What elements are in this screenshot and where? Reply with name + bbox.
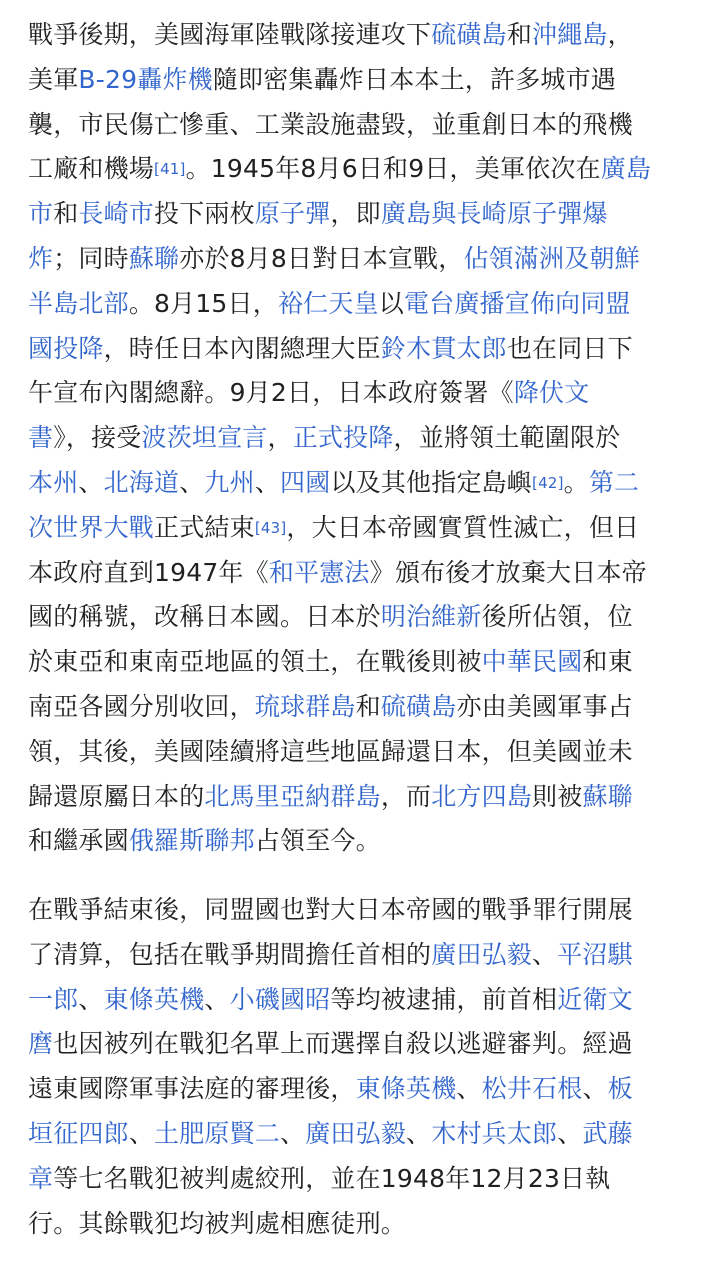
body-text: 。8月15日， <box>128 288 278 318</box>
text-line <box>28 421 620 455</box>
body-text: 了清算，包括在戰爭期間擔任首相的 <box>28 939 432 969</box>
text-line <box>28 108 633 142</box>
body-text: ，而 <box>380 781 432 811</box>
article-link[interactable]: 一郎 <box>28 984 79 1014</box>
article-link[interactable]: 市 <box>28 199 54 229</box>
body-text: 南亞各國分別收回， <box>28 692 255 721</box>
body-text: ，大日本帝國實質性滅亡，但日 <box>286 512 640 542</box>
body-text: 行。其餘戰犯均被判處相應徒刑。 <box>28 1208 407 1238</box>
text-line <box>28 466 639 500</box>
text-line <box>28 690 633 724</box>
article-link[interactable]: 九州 <box>204 468 255 497</box>
article-link[interactable]: 鈴木貫太郎 <box>380 333 507 363</box>
text-line <box>28 197 608 231</box>
article-link[interactable]: 四國 <box>280 468 331 497</box>
article-link[interactable]: 東條英機 <box>355 1074 457 1104</box>
citation-link[interactable]: [42] <box>532 474 564 492</box>
article-link[interactable]: 波茨坦宣言 <box>141 423 268 453</box>
article-link[interactable]: 硫磺島 <box>431 20 507 49</box>
body-text: 歸還原屬日本的 <box>28 781 205 811</box>
body-text: 占領至今。 <box>254 826 381 856</box>
article-link[interactable]: B-29轟炸機 <box>78 64 213 94</box>
article-link[interactable]: 北方四島 <box>431 781 533 811</box>
text-line <box>28 983 633 1017</box>
text-line <box>28 1117 633 1151</box>
body-text: 襲，市民傷亡慘重、工業設施盡毀，並重創日本的飛機 <box>28 109 633 139</box>
body-text: 和 <box>53 199 79 229</box>
text-line <box>28 287 631 321</box>
body-text: 以及其他指定島嶼 <box>330 468 533 497</box>
text-line <box>28 1072 633 1106</box>
body-text: 、 <box>280 1119 306 1148</box>
article-link[interactable]: 佔領滿洲及朝鮮 <box>463 244 640 273</box>
article-link[interactable]: 蘇聯 <box>128 244 180 273</box>
text-line <box>28 735 633 769</box>
body-text: 和東 <box>582 647 633 677</box>
article-link[interactable]: 裕仁天皇 <box>277 288 379 318</box>
body-text: 領，其後，美國陸續將這些地區歸還日本，但美國並未 <box>28 736 633 766</box>
body-text: ；同時 <box>53 244 129 273</box>
body-text: ，並將領土範圍限於 <box>393 423 621 453</box>
article-link[interactable]: 廣田弘毅 <box>431 939 533 969</box>
article-link[interactable]: 琉球群島 <box>254 692 356 721</box>
body-text: 以 <box>378 288 404 318</box>
article-link[interactable]: 國投降 <box>28 333 104 363</box>
article-link[interactable]: 東條英機 <box>103 984 205 1014</box>
body-text: 戰爭後期，美國海軍陸戰隊接連攻下 <box>28 20 432 49</box>
article-link[interactable]: 平沼騏 <box>557 939 633 969</box>
body-text: 則被 <box>532 781 583 811</box>
article-link[interactable]: 蘇聯 <box>582 781 633 811</box>
article-link[interactable]: 俄羅斯聯邦 <box>128 826 255 856</box>
text-line <box>28 152 651 186</box>
text-line <box>28 1162 610 1196</box>
article-link[interactable]: 廣島 <box>600 154 652 184</box>
body-text: 、 <box>456 1074 482 1104</box>
article-link[interactable]: 廣田弘毅 <box>305 1119 407 1148</box>
body-text: 工廠和機場 <box>28 154 155 184</box>
article-link[interactable]: 北馬里亞納群島 <box>204 781 381 811</box>
body-text: 和 <box>355 692 381 721</box>
body-text: 於東亞和東南亞地區的領土，在戰後則被 <box>28 647 482 677</box>
article-link[interactable]: 炸 <box>28 244 54 273</box>
article-link[interactable]: 次世界大戰 <box>28 512 155 542</box>
citation-link[interactable]: [43] <box>254 518 287 537</box>
text-line <box>28 824 381 858</box>
article-link[interactable]: 硫磺島 <box>380 692 457 721</box>
article-link[interactable]: 第二 <box>588 468 640 497</box>
article-link[interactable]: 廣島與長崎原子彈爆 <box>380 199 608 229</box>
article-link[interactable]: 本州 <box>28 468 79 497</box>
article-link[interactable]: 小磯國昭 <box>229 984 331 1014</box>
body-text: 、 <box>204 984 230 1014</box>
text-line <box>28 780 633 814</box>
body-text: 、 <box>582 1074 608 1104</box>
article-link[interactable]: 和平憲法 <box>268 557 370 587</box>
text-line <box>28 63 616 97</box>
text-line <box>28 332 633 366</box>
article-link[interactable]: 降伏文 <box>513 378 590 408</box>
body-text: 午宣布內閣總辭。9月2日，日本政府簽署《 <box>28 378 514 408</box>
body-text: ， <box>267 423 293 453</box>
body-text: 、 <box>532 939 558 969</box>
article-link[interactable]: 北海道 <box>103 468 180 497</box>
body-text: 等均被逮捕，前首相 <box>330 984 558 1014</box>
text-line <box>28 600 633 634</box>
body-text: 、 <box>179 468 205 497</box>
article-link[interactable]: 沖繩島 <box>532 20 608 49</box>
body-text: 和 <box>506 20 533 49</box>
article-link[interactable]: 半島北部 <box>28 288 129 318</box>
text-line <box>28 938 633 972</box>
body-text: ，即 <box>330 199 381 229</box>
body-text: 。 <box>563 468 589 497</box>
body-text: 和繼承國 <box>28 826 129 856</box>
body-text: 在戰爭結束後，同盟國也對大日本帝國的戰爭罪行開展 <box>28 895 633 924</box>
body-text: ， <box>607 20 633 49</box>
article-link[interactable]: 中華民國 <box>481 647 583 677</box>
body-text: 隨即密集轟炸日本本土，許多城市遇 <box>212 64 616 94</box>
body-text: 。1945年8月6日和9日，美軍依次在 <box>185 154 601 184</box>
body-text: 等七名戰犯被判處絞刑，並在1948年12月23日執 <box>53 1163 611 1193</box>
article-link[interactable]: 正式投降 <box>292 423 394 453</box>
article-link[interactable]: 麿 <box>28 1029 54 1059</box>
body-text: ，時任日本內閣總理大臣 <box>103 333 381 363</box>
body-text: 投下兩枚 <box>154 199 255 229</box>
body-text: 也因被列在戰犯名單上而選擇自殺以逃避審判。經過 <box>53 1029 633 1059</box>
body-text: 後所佔領，位 <box>481 602 633 632</box>
body-text: 也在同日下 <box>506 333 633 363</box>
body-text: 》，接受 <box>53 423 142 453</box>
text-line <box>28 645 633 679</box>
body-text: 、 <box>254 468 281 497</box>
body-text: 》頒布後才放棄大日本帝 <box>369 557 647 587</box>
body-text: 、 <box>78 984 104 1014</box>
body-text: 遠東國際軍事法庭的審理後， <box>28 1074 356 1104</box>
citation-link[interactable]: [41] <box>154 160 186 179</box>
body-text: 國的稱號，改稱日本國。日本於 <box>28 602 381 632</box>
text-line <box>28 893 633 927</box>
article-link[interactable]: 垣征四郎 <box>28 1119 129 1148</box>
article-link[interactable]: 武藤 <box>582 1119 633 1148</box>
article-link[interactable]: 書 <box>28 423 54 453</box>
article-link[interactable]: 木村兵太郎 <box>431 1119 558 1148</box>
body-text: 亦於8月8日對日本宣戰， <box>179 244 464 273</box>
article-link[interactable]: 長崎市 <box>78 199 155 229</box>
article-link[interactable]: 原子彈 <box>254 199 331 229</box>
body-text: 、 <box>78 468 104 497</box>
body-text: 本政府直到1947年《 <box>28 557 269 587</box>
text-line <box>28 1027 633 1061</box>
body-text: 正式結束 <box>154 512 255 542</box>
article-link[interactable]: 板 <box>607 1074 633 1104</box>
text-line <box>28 18 633 52</box>
article-link[interactable]: 明治維新 <box>380 602 482 632</box>
article-link[interactable]: 土肥原賢二 <box>154 1119 281 1148</box>
body-text: 、 <box>128 1119 155 1148</box>
text-line <box>28 511 639 545</box>
body-text: 美軍 <box>28 64 79 94</box>
text-line <box>28 242 640 276</box>
body-text: 亦由美國軍事占 <box>456 692 633 721</box>
text-line <box>28 376 589 410</box>
text-line <box>28 1207 406 1241</box>
article-link[interactable]: 松井石根 <box>481 1074 583 1104</box>
body-text: 、 <box>406 1119 432 1148</box>
article-link[interactable]: 近衛文 <box>557 984 633 1014</box>
body-text: 、 <box>557 1119 583 1148</box>
article-link[interactable]: 章 <box>28 1163 54 1193</box>
article-link[interactable]: 電台廣播宣佈向同盟 <box>403 288 631 318</box>
text-line <box>28 556 647 590</box>
